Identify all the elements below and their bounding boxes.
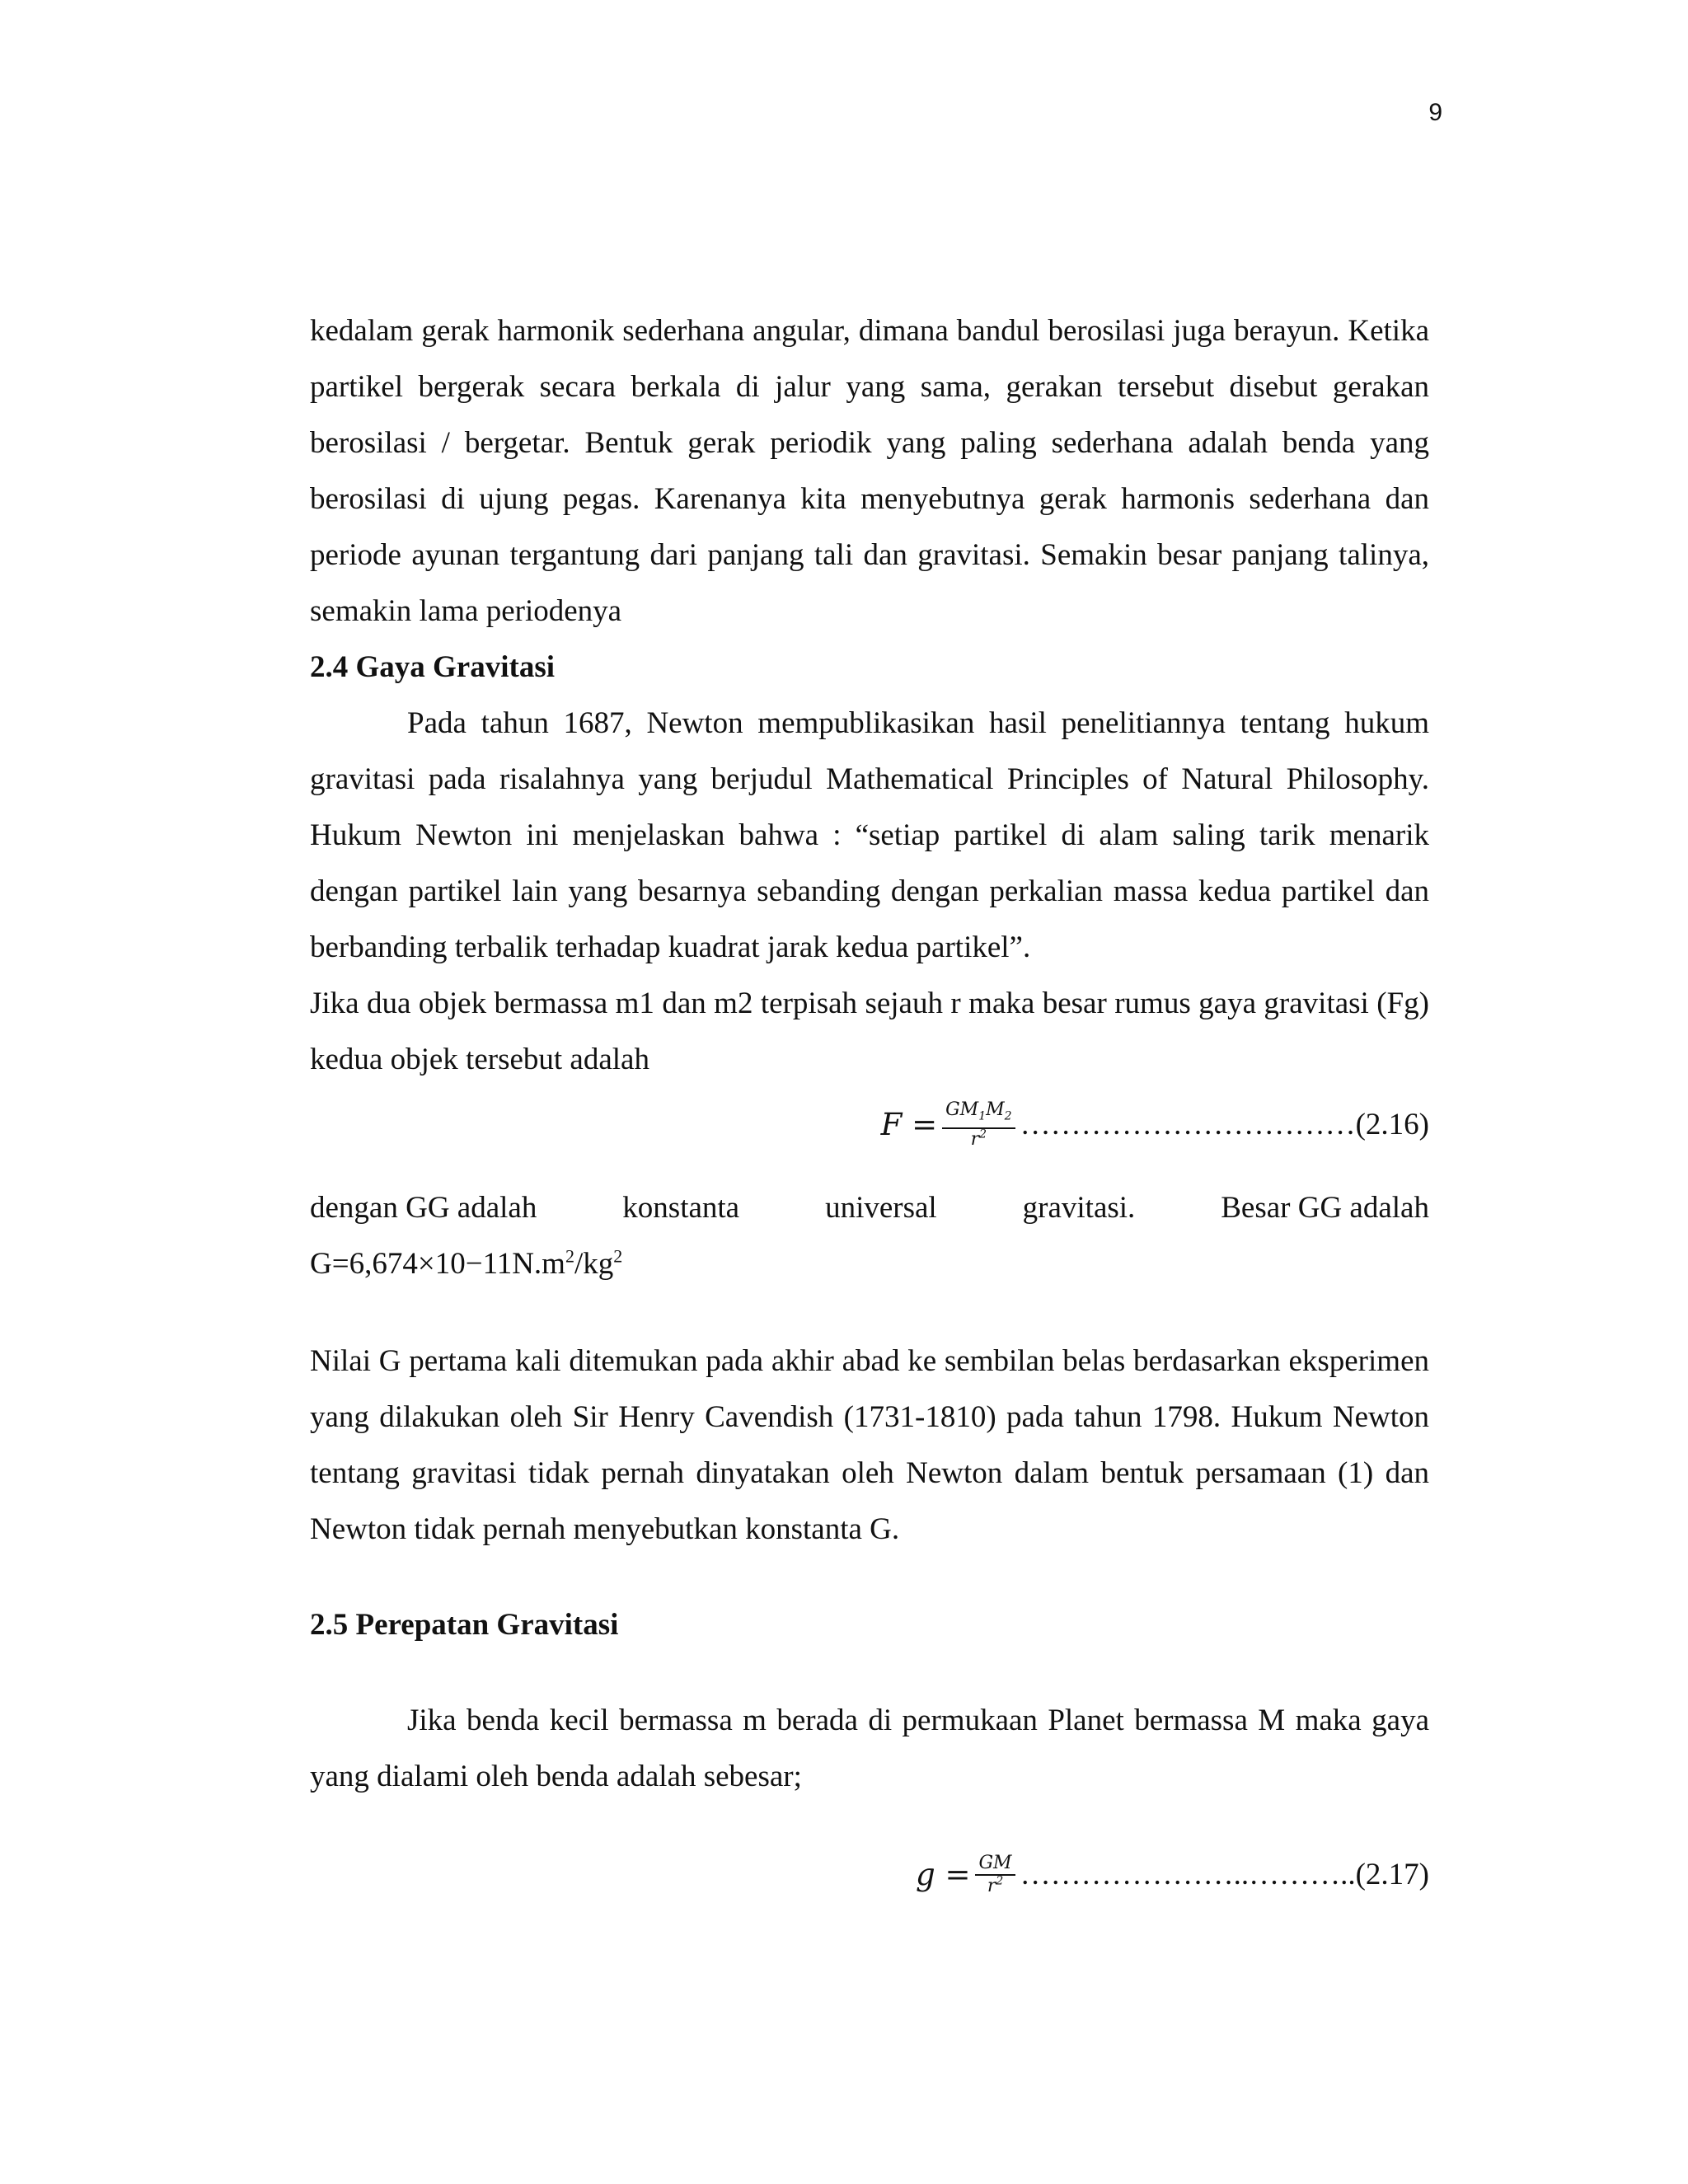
constant-line-word: dengan GG adalah — [310, 1191, 537, 1225]
two-objects-paragraph: Jika dua objek bermassa m1 dan m2 terpisah sejauh r maka besar rumus gaya gravitasi (Fg) kedua objek tersebut adalah — [310, 987, 1429, 1076]
equation-2-16 — [310, 1088, 1429, 1162]
equation-2-16-fraction — [942, 1099, 1015, 1150]
intro-paragraph: kedalam gerak harmonik sederhana angular, dimana bandul berosilasi juga berayun. Ketika partikel bergerak secara berkala di jalur yang sama, gerakan tersebut disebut gerakan berosilasi / bergetar. Bentuk gerak periodik yang paling sederhana adalah benda yang berosilasi di ujung pegas. Karenanya kita menyebutnya gerak harmonis sederhana dan periode ayunan tergantung dari panjang tali dan gravitasi. Semakin besar panjang talinya, semakin lama periodenya — [310, 314, 1429, 628]
small-body-paragraph: Jika benda kecil bermassa m berada di permukaan Planet bermassa M maka gaya yang dialami oleh benda adalah sebesar; — [310, 1704, 1429, 1793]
constant-line-word: konstanta — [622, 1191, 740, 1225]
constant-line-word: universal — [825, 1191, 937, 1225]
section-heading-2-4: 2.4 Gaya Gravitasi — [310, 650, 556, 684]
constant-description-line — [310, 1180, 1429, 1236]
equation-2-17-lhs: g = — [916, 1857, 971, 1892]
equation-2-17 — [310, 1838, 1429, 1912]
equation-2-17-numerator: GM — [975, 1853, 1015, 1876]
constant-line-word: Besar GG adalah — [1221, 1191, 1429, 1225]
gravitational-constant-value: $G=6,674\times 10-11N.m^2/kg^2$ — [310, 1245, 623, 1281]
equation-2-16-lhs: F = — [880, 1107, 938, 1142]
equation-2-17-dots: …………………..……….. — [1020, 1858, 1356, 1891]
equation-2-16-dots: …………………………… — [1020, 1108, 1356, 1141]
equation-2-17-label: (2.17) — [1355, 1858, 1429, 1891]
equation-2-17-denominator: $r^2$ — [987, 1874, 1004, 1896]
page-number: 9 — [1428, 99, 1442, 126]
equation-2-17-fraction — [975, 1853, 1015, 1897]
equation-2-16-numerator: $GM_1M_2$ — [942, 1099, 1015, 1128]
constant-line-word: gravitasi. — [1022, 1191, 1136, 1225]
gravity-law-paragraph: Pada tahun 1687, Newton mempublikasikan hasil penelitiannya tentang hukum gravitasi pada risalahnya yang berjudul Mathematical Principles of Natural Philosophy. Hukum Newton ini menjelaskan bahwa : “setiap partikel di alam saling tarik menarik dengan partikel lain yang besarnya sebanding dengan perkalian massa kedua partikel dan berbanding terbalik terhadap kuadrat jarak kedua partikel”. — [310, 706, 1429, 964]
section-heading-2-5: 2.5 Perepatan Gravitasi — [310, 1608, 619, 1642]
equation-2-16-label: (2.16) — [1355, 1108, 1429, 1141]
equation-2-16-denominator: $r^2$ — [970, 1127, 987, 1150]
page-content — [310, 303, 1429, 1912]
cavendish-paragraph: Nilai G pertama kali ditemukan pada akhir abad ke sembilan belas berdasarkan eksperimen yang dilakukan oleh Sir Henry Cavendish (1731-1810) pada tahun 1798. Hukum Newton tentang gravitasi tidak pernah dinyatakan oleh Newton dalam bentuk persamaan (1) dan Newton tidak pernah menyebutkan konstanta G. — [310, 1344, 1429, 1546]
